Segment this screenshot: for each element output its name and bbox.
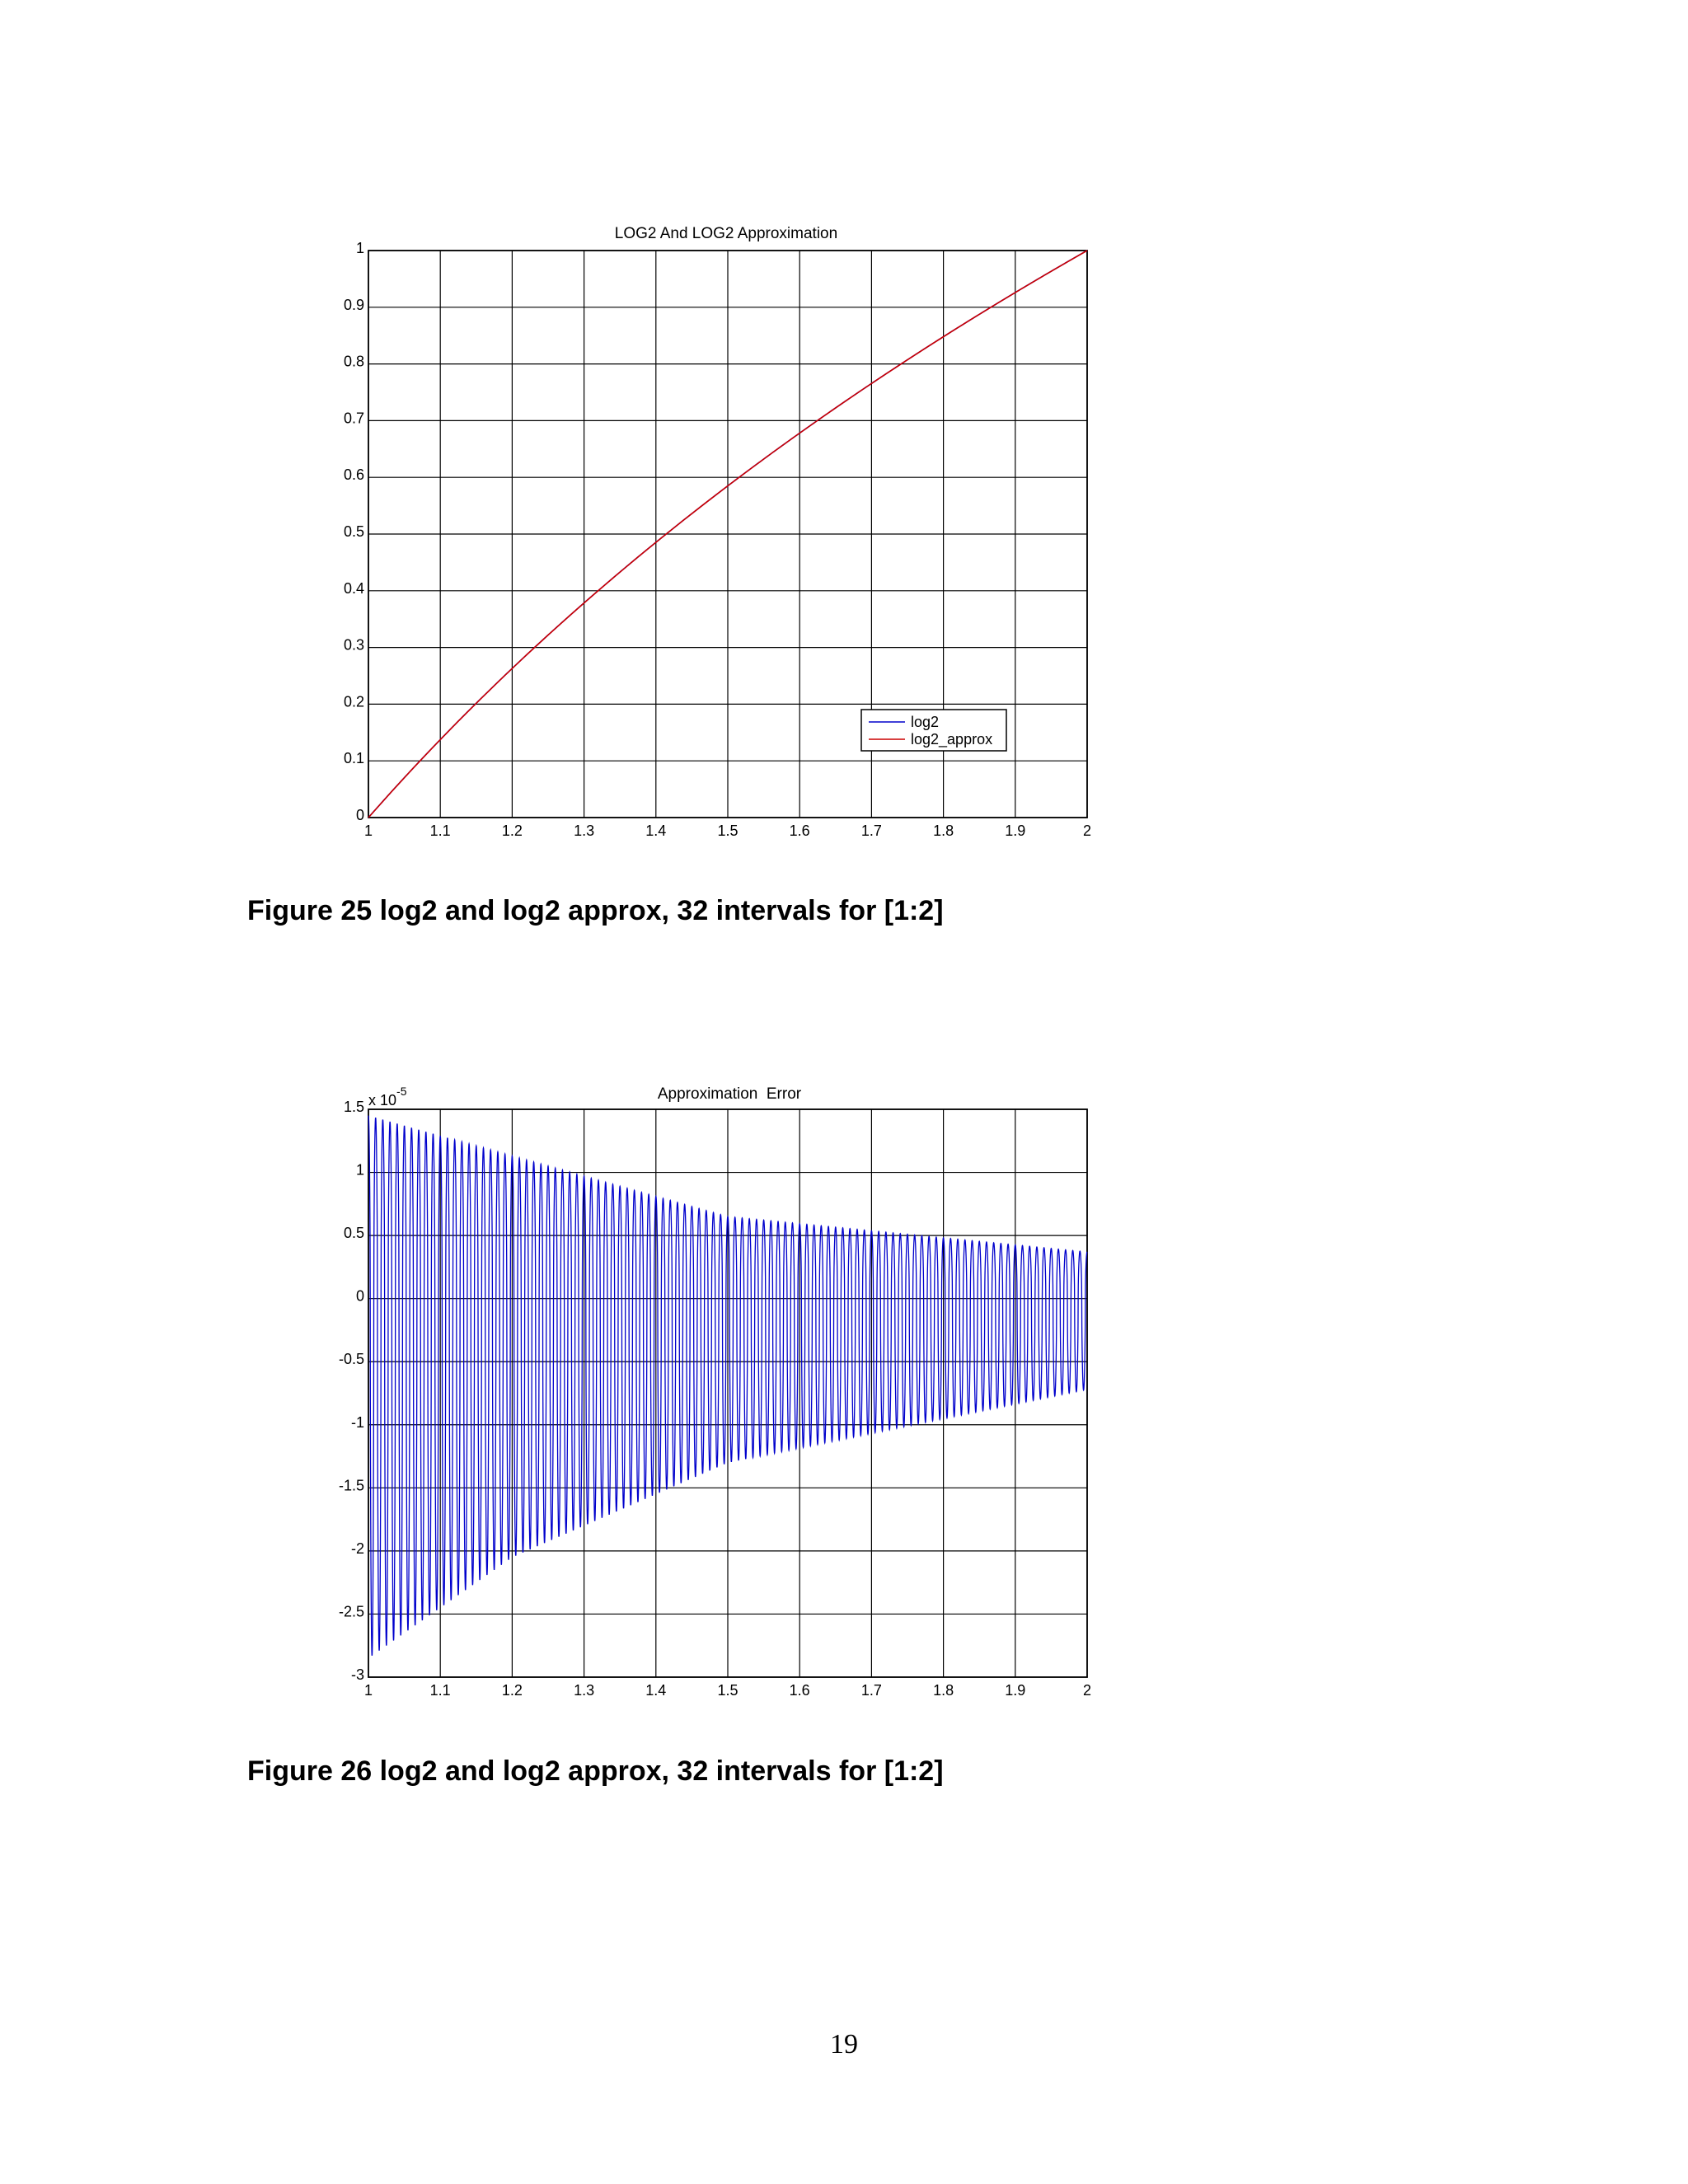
y-tick-label: 0.3	[343, 636, 364, 654]
chart-title: Approximation Error	[657, 1085, 802, 1103]
x-tick-label: 1.1	[429, 1682, 451, 1699]
x-tick-label: 1.4	[645, 1682, 667, 1699]
y-tick-label: 0	[355, 1287, 364, 1305]
legend-label-log2-approx: log2_approx	[911, 731, 993, 748]
x-tick-label: 1.7	[860, 823, 882, 839]
y-tick-label: 0.6	[343, 466, 364, 484]
axis-exponent-label: x $10^{-5}$	[368, 1085, 407, 1108]
y-tick-label: 0.8	[343, 353, 364, 370]
page-number: 19	[830, 2029, 858, 2060]
chart-grid	[368, 1109, 1087, 1677]
chart-title: LOG2 And LOG2 Approximation	[614, 225, 838, 242]
chart-tick-labels	[339, 1099, 1091, 1699]
x-tick-label: 1.9	[1005, 1682, 1026, 1699]
y-tick-label: -1	[350, 1413, 364, 1431]
figure-26-caption: Figure 26 log2 and log2 approx, 32 intervals for [1:2]	[247, 1755, 944, 1787]
y-tick-label: 0.4	[343, 579, 364, 597]
x-tick-label: 1.2	[501, 1682, 523, 1699]
y-tick-label: 0.5	[343, 1225, 364, 1242]
y-tick-label: 0.1	[343, 750, 364, 767]
y-tick-label: 0.7	[343, 410, 364, 427]
x-tick-label: 1.6	[789, 823, 810, 839]
x-tick-label: 1.6	[789, 1682, 810, 1699]
x-tick-label: 1.3	[574, 1682, 595, 1699]
y-tick-label: -2.5	[338, 1603, 364, 1620]
y-tick-label: 0.2	[343, 693, 364, 710]
x-tick-label: 1.3	[574, 823, 595, 839]
y-tick-label: 1.5	[343, 1099, 364, 1115]
x-tick-label: 1.4	[645, 823, 667, 839]
x-tick-label: 1.5	[717, 823, 738, 839]
y-tick-label: -1.5	[338, 1477, 364, 1494]
y-tick-label: -0.5	[338, 1351, 364, 1368]
y-tick-label: 0	[355, 807, 364, 823]
y-tick-label: 0.9	[343, 296, 364, 313]
x-tick-label: 1.9	[1005, 823, 1026, 839]
x-tick-label: 1	[363, 1682, 373, 1699]
x-tick-label: 1.7	[860, 1682, 882, 1699]
x-tick-label: 1.5	[717, 1682, 738, 1699]
y-tick-label: 1	[355, 240, 364, 256]
x-tick-label: 1	[363, 823, 373, 839]
x-tick-label: 1.8	[933, 823, 954, 839]
legend-label-log2: log2	[911, 714, 940, 730]
y-tick-label: -2	[350, 1540, 364, 1557]
x-tick-label: 1.2	[501, 823, 523, 839]
y-tick-label: 0.5	[343, 523, 364, 540]
figure-25-caption: Figure 25 log2 and log2 approx, 32 intervals for [1:2]	[247, 895, 944, 926]
x-tick-label: 2	[1082, 1682, 1092, 1699]
x-tick-label: 2	[1082, 823, 1092, 839]
y-tick-label: 1	[355, 1161, 364, 1179]
x-tick-label: 1.8	[933, 1682, 954, 1699]
x-tick-label: 1.1	[429, 823, 451, 839]
y-tick-label: -3	[350, 1666, 364, 1683]
